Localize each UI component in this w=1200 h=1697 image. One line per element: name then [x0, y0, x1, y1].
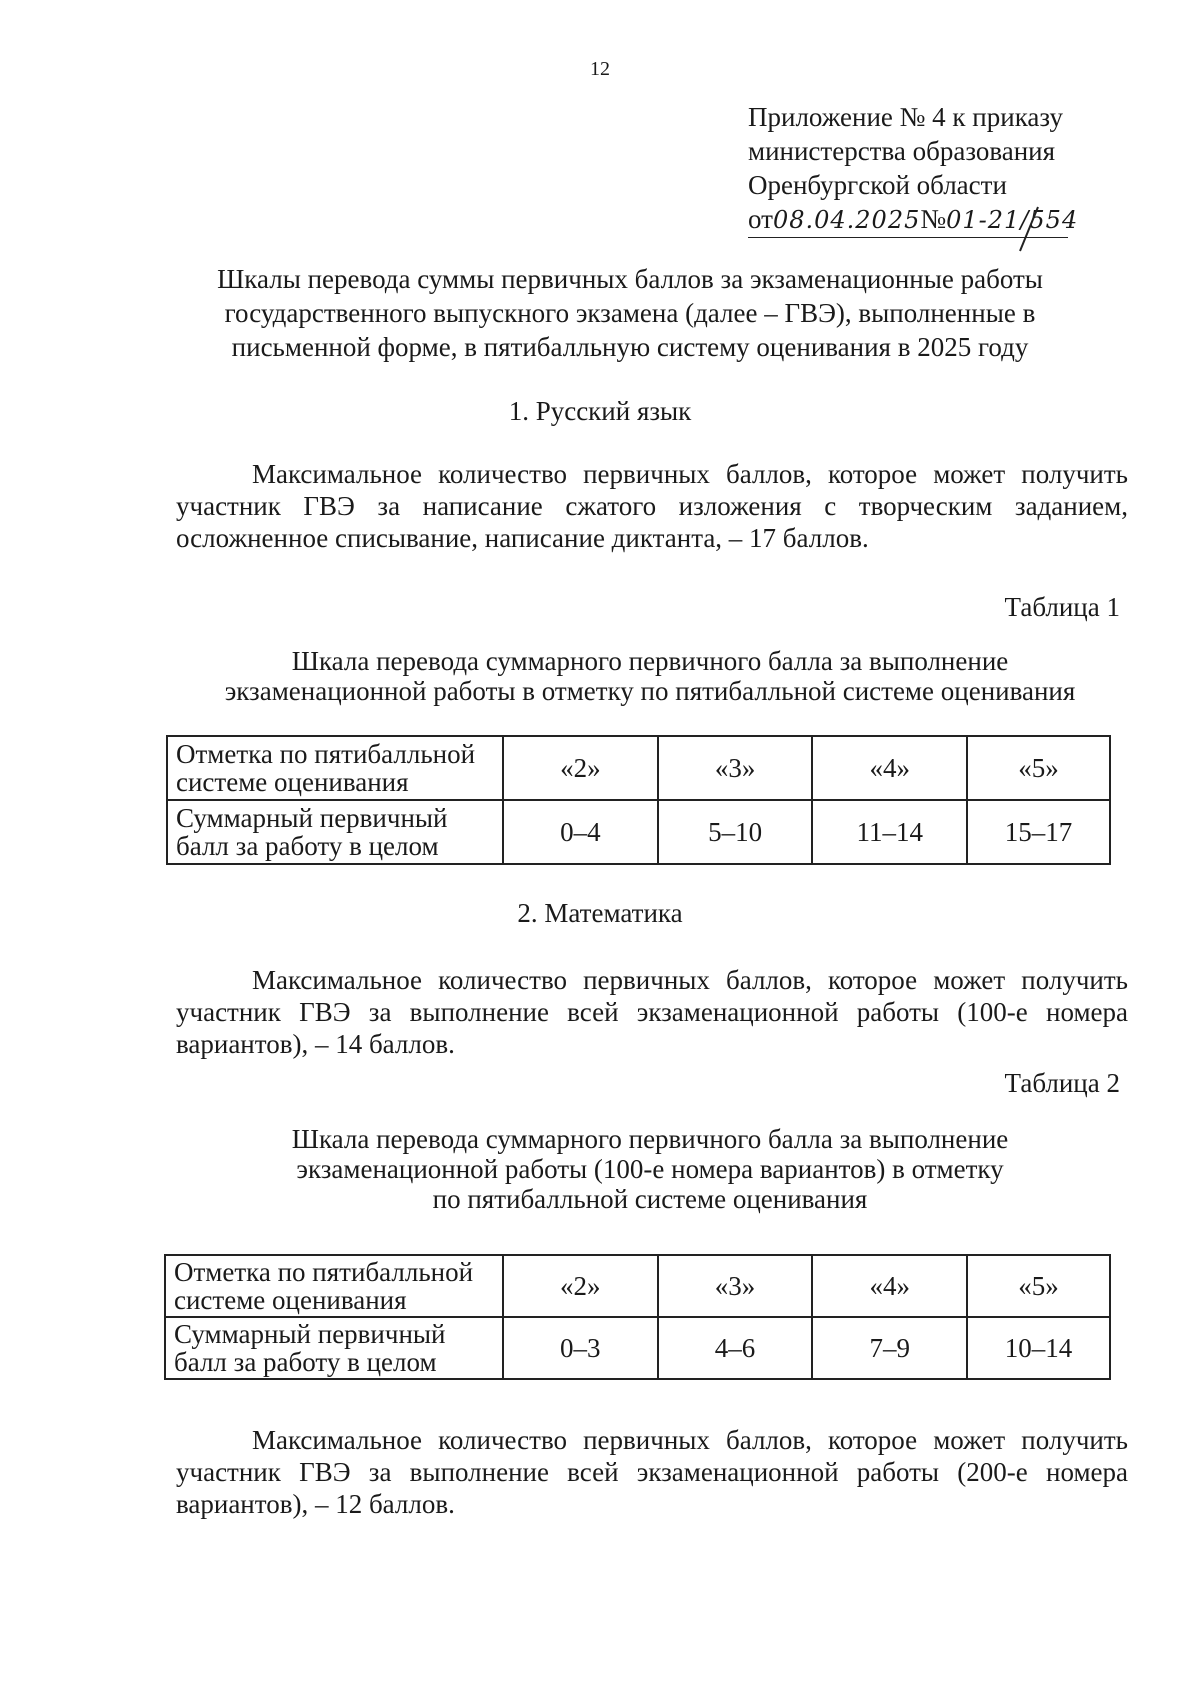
table-1-row-grades [167, 736, 1110, 800]
section-2-paragraph-2 [176, 1424, 1128, 1520]
table-2-row-ranges [165, 1317, 1110, 1379]
table-2-grade-2: «2» [503, 1255, 658, 1317]
annex-line-3: Оренбургской области [748, 170, 1007, 200]
section-2-paragraph-2-text: Максимальное количество первичных баллов, которое может получить участник ГВЭ за выполнение всей экзаменационной работы (200-е номера вариантов), – 12 баллов. [176, 1425, 1128, 1519]
table-1-range-2: 0–4 [503, 800, 658, 864]
handwriting-stroke [1012, 205, 1042, 255]
table-1-range-4: 11–14 [812, 800, 967, 864]
table-1-grade-5: «5» [967, 736, 1110, 800]
table-1-row-ranges [167, 800, 1110, 864]
table-1-label: Таблица 1 [1004, 592, 1120, 622]
table-2-title-line-2: экзаменационной работы (100-е номера вариантов) в отметку [296, 1154, 1004, 1184]
annex-line-2: министерства образования [748, 136, 1056, 166]
table-2-title-line-3: по пятибалльной системе оценивания [432, 1184, 868, 1214]
handwritten-number: 01-21/554 [946, 206, 1079, 234]
table-2-grade-4: «4» [812, 1255, 967, 1317]
table-2-range-5: 10–14 [967, 1317, 1110, 1379]
table-2-label: Таблица 2 [1004, 1068, 1120, 1098]
table-2-title [170, 1124, 1130, 1214]
section-2-heading: 2. Математика [517, 898, 683, 928]
table-1-title: Шкала перевода суммарного первичного балла за выполнение экзаменационной работы в отметку по пятибалльной системе оценивания [224, 646, 1076, 706]
table-1-row2-head: Суммарный первичный балл за работу в целом [167, 800, 503, 864]
table-2-range-4: 7–9 [812, 1317, 967, 1379]
annex-line-1: Приложение № 4 к приказу [748, 102, 1063, 132]
table-1-range-3: 5–10 [658, 800, 813, 864]
table-1-grade-4: «4» [812, 736, 967, 800]
page-number: 12 [590, 58, 610, 80]
table-2-row1-head: Отметка по пятибалльной системе оценивания [165, 1255, 503, 1317]
table-2 [164, 1254, 1111, 1380]
table-1-grade-2: «2» [503, 736, 658, 800]
number-prefix: № [920, 204, 947, 234]
table-1-grade-3: «3» [658, 736, 813, 800]
table-2-grade-3: «3» [658, 1255, 813, 1317]
table-2-title-line-1: Шкала перевода суммарного первичного балла за выполнение [291, 1124, 1009, 1154]
table-1-row1-head: Отметка по пятибалльной системе оценивания [167, 736, 503, 800]
section-1-heading: 1. Русский язык [508, 396, 692, 426]
section-1-paragraph [176, 458, 1128, 554]
date-prefix: от [748, 204, 773, 234]
table-1-range-5: 15–17 [967, 800, 1110, 864]
table-2-grade-5: «5» [967, 1255, 1110, 1317]
table-2-range-2: 0–3 [503, 1317, 658, 1379]
table-2-row-grades [165, 1255, 1110, 1317]
document-title: Шкалы перевода суммы первичных баллов за экзаменационные работы государственного выпускного экзамена (далее – ГВЭ), выполненные в письменной форме, в пятибалльную систему оценивания в 2025 году [217, 264, 1043, 362]
table-1 [166, 735, 1111, 865]
section-2-paragraph-text: Максимальное количество первичных баллов, которое может получить участник ГВЭ за выполнение всей экзаменационной работы (100-е номера вариантов), – 14 баллов. [176, 965, 1128, 1059]
table-2-range-3: 4–6 [658, 1317, 813, 1379]
section-2-paragraph [176, 964, 1128, 1060]
table-2-row2-head: Суммарный первичный балл за работу в целом [165, 1317, 503, 1379]
section-1-paragraph-text: Максимальное количество первичных баллов, которое может получить участник ГВЭ за написание сжатого изложения с творческим заданием, осложненное списывание, написание диктанта, – 17 баллов. [176, 459, 1128, 553]
handwritten-date: 08.04.2025 [772, 206, 921, 234]
